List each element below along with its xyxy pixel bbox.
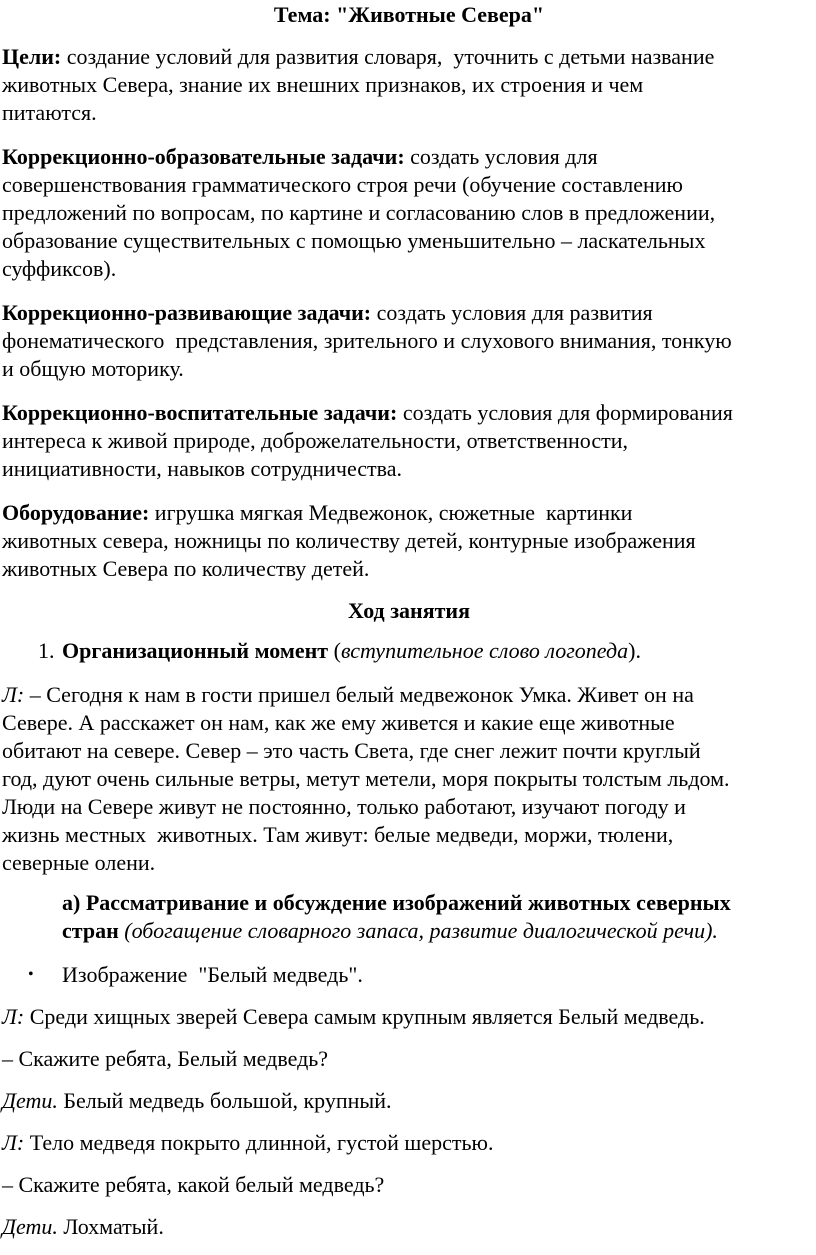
paren-close: ). xyxy=(628,638,641,663)
item-italic: вступительное слово логопеда xyxy=(340,638,629,663)
line-text: Белый медведь большой, крупный. xyxy=(57,1088,392,1113)
bullet-icon: • xyxy=(28,966,34,983)
dialogue-line xyxy=(2,1003,816,1031)
line-text: – Скажите ребята, какой белый медведь? xyxy=(2,1172,385,1197)
paren-open: ( xyxy=(328,638,341,663)
para-label: Оборудование: xyxy=(2,500,150,525)
intro-paragraph xyxy=(2,681,816,877)
item-number: 1. xyxy=(38,638,55,663)
para-label: Коррекционно-воспитательные задачи: xyxy=(2,400,398,425)
subsection-italic: (обогащение словарного запаса, развитие диалогической речи). xyxy=(118,918,718,943)
subsection-heading xyxy=(2,889,816,945)
intro-text: – Сегодня к нам в гости пришел белый медвежонок Умка. Живет он на Севере. А расскажет он нам, как же ему живется и какие еще животные обитают на севере. Север – это часть Света, где снег лежит почти круглый год, дуют очень сильные ветры, метут метели, моря покрыты толстым льдом. Люди на Севере живут не постоянно, только работают, изучают погоду и жизнь местных животных. Там живут: белые медведи, моржи, тюлени, северные олени. xyxy=(2,682,730,875)
speaker: Л: xyxy=(2,1004,25,1029)
para-label: Цели: xyxy=(2,44,62,69)
document xyxy=(2,0,816,1255)
para-label: Коррекционно-развивающие задачи: xyxy=(2,300,372,325)
dialogue-line xyxy=(2,1171,816,1199)
equipment-paragraph xyxy=(2,499,816,583)
item-bold: Организационный момент xyxy=(62,638,329,663)
speaker: Дети. xyxy=(2,1088,58,1113)
educational-tasks-paragraph xyxy=(2,143,816,283)
subsection-bold: а) Рассматривание и обсуждение изображений животных северных стран xyxy=(62,890,731,943)
developmental-tasks-paragraph xyxy=(2,299,816,383)
document-title: Тема: "Животные Севера" xyxy=(273,2,545,27)
bullet-text: Изображение "Белый медведь". xyxy=(62,962,363,987)
para-text: создать условия для развития фонематического представления, зрительного и слухового внимания, тонкую и общую моторику. xyxy=(2,300,732,381)
upbringing-tasks-paragraph xyxy=(2,399,816,483)
dialogue-line xyxy=(2,1045,816,1073)
line-text: Среди хищных зверей Севера самым крупным является Белый медведь. xyxy=(24,1004,705,1029)
numbered-item xyxy=(2,637,816,665)
para-text: создать условия для формирования интереса к живой природе, доброжелательности, ответственности, инициативности, навыков сотрудничества. xyxy=(2,400,733,481)
goals-paragraph xyxy=(2,43,816,127)
line-text: Лохматый. xyxy=(57,1214,164,1239)
para-text: создание условий для развития словаря, уточнить с детьми название животных Севера, знание их внешних признаков, их строения и чем питаются. xyxy=(2,44,715,125)
para-label: Коррекционно-образовательные задачи: xyxy=(2,144,405,169)
speaker: Л: xyxy=(2,682,25,707)
speaker: Дети. xyxy=(2,1214,58,1239)
dialogue-line xyxy=(2,1213,816,1241)
para-text: создать условия для совершенствования грамматического строя речи (обучение составлению предложений по вопросам, по картине и согласованию слов в предложении, образование существительных с помощью уменьшительно – ласкательных суффиксов). xyxy=(2,144,716,281)
bullet-item xyxy=(2,961,816,989)
line-text: – Скажите ребята, Белый медведь? xyxy=(2,1046,329,1071)
section-heading: Ход занятия xyxy=(347,598,470,623)
line-text: Тело медведя покрыто длинной, густой шерстью. xyxy=(24,1130,494,1155)
para-text: игрушка мягкая Медвежонок, сюжетные картинки животных севера, ножницы по количеству детей, контурные изображения животных Севера по количеству детей. xyxy=(2,500,696,581)
speaker: Л: xyxy=(2,1130,25,1155)
dialogue-line xyxy=(2,1129,816,1157)
dialogue-line xyxy=(2,1087,816,1115)
